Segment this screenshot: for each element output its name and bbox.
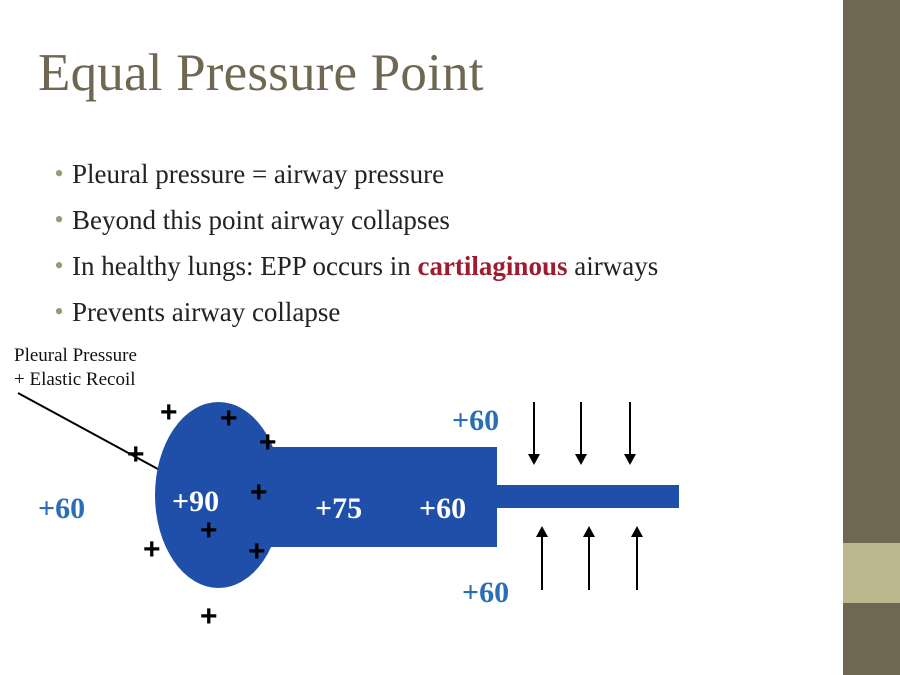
pressure-arrow-down-head [575, 454, 587, 465]
bullet-text [72, 247, 658, 286]
annotation-line-1: Pleural Pressure [14, 345, 137, 366]
bullet-marker-icon: • [54, 205, 64, 234]
list-item [46, 247, 826, 286]
bullet-marker-icon: • [54, 297, 64, 326]
pleural-pressure-top-value: +60 [452, 404, 500, 437]
plus-sign-icon: + [143, 533, 161, 566]
plus-sign-icon: + [248, 535, 266, 568]
plus-sign-icon: + [200, 600, 218, 633]
bullet-marker-icon: • [54, 159, 64, 188]
bullet-text-pre: Pleural pressure = airway pressure [72, 159, 445, 189]
page-title: Equal Pressure Point [38, 44, 484, 102]
pressure-arrow-up-head [536, 526, 548, 537]
epp-diagram [0, 330, 845, 675]
airway-distal-shape [497, 485, 679, 508]
plus-sign-icon: + [250, 476, 268, 509]
pressure-arrow-down-head [624, 454, 636, 465]
slide-right-band-accent [843, 543, 900, 603]
pressure-arrow-up [636, 535, 638, 590]
bullet-text-pre: In healthy lungs: EPP occurs in [72, 251, 418, 281]
airway-pressure-mid-value: +75 [315, 492, 363, 525]
bullet-text-post: airways [567, 251, 659, 281]
pressure-arrow-up-head [631, 526, 643, 537]
pressure-arrow-down-head [528, 454, 540, 465]
pressure-arrow-down [533, 402, 535, 457]
bullet-text [72, 293, 340, 332]
pleural-pressure-bottom-value: +60 [462, 576, 510, 609]
alveolar-pressure-value: +90 [172, 485, 220, 518]
list-item [46, 201, 826, 240]
pressure-arrow-up-head [583, 526, 595, 537]
bullet-text-highlight: cartilaginous [417, 251, 568, 281]
annotation-line-2: + Elastic Recoil [14, 369, 136, 390]
plus-sign-icon: + [200, 514, 218, 547]
pressure-arrow-up [541, 535, 543, 590]
list-item [46, 155, 826, 194]
bullet-text-pre: Prevents airway collapse [72, 297, 341, 327]
pressure-arrow-down [580, 402, 582, 457]
plus-sign-icon: + [127, 438, 145, 471]
airway-pressure-epp-value: +60 [419, 492, 467, 525]
list-item [46, 293, 826, 332]
bullet-marker-icon: • [54, 251, 64, 280]
bullet-list [46, 155, 826, 339]
plus-sign-icon: + [259, 426, 277, 459]
bullet-text-pre: Beyond this point airway collapses [72, 205, 450, 235]
plus-sign-icon: + [160, 396, 178, 429]
bullet-text [72, 201, 450, 240]
pressure-arrow-down [629, 402, 631, 457]
plus-sign-icon: + [220, 402, 238, 435]
pleural-pressure-left-value: +60 [38, 492, 86, 525]
pressure-arrow-up [588, 535, 590, 590]
bullet-text [72, 155, 444, 194]
